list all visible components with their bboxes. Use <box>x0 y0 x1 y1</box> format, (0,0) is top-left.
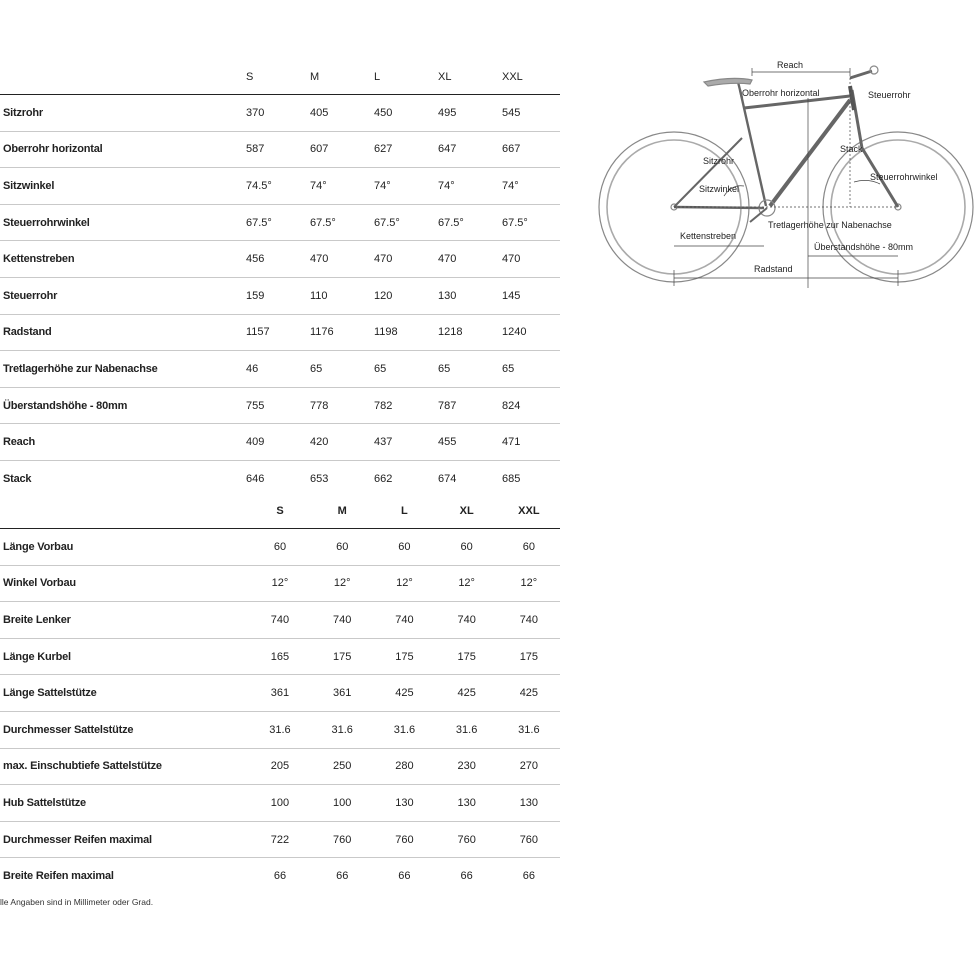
cell-value: 31.6 <box>373 711 435 748</box>
cell-value: 587 <box>240 131 304 168</box>
footnote: lle Angaben sind in Millimeter oder Grad. <box>0 897 154 907</box>
cell-value: 145 <box>496 277 560 314</box>
components-size-header: L <box>373 494 435 529</box>
cell-value: 74° <box>496 168 560 205</box>
cell-value: 60 <box>249 529 311 566</box>
row-label: Länge Vorbau <box>0 529 249 566</box>
cell-value: 67.5° <box>496 204 560 241</box>
row-label: Radstand <box>0 314 240 351</box>
row-label: Breite Lenker <box>0 602 249 639</box>
components-size-header: M <box>311 494 373 529</box>
saddle <box>704 78 752 86</box>
cell-value: 778 <box>304 387 368 424</box>
cell-value: 627 <box>368 131 432 168</box>
geometry-row <box>0 314 560 351</box>
cell-value: 450 <box>368 95 432 132</box>
cell-value: 110 <box>304 277 368 314</box>
cell-value: 66 <box>522 870 535 883</box>
components-row <box>0 858 560 894</box>
cell-value: 74° <box>432 168 496 205</box>
row-label: Oberrohr horizontal <box>0 131 240 168</box>
cell-value: 65 <box>496 351 560 388</box>
cell-value: 130 <box>373 785 435 822</box>
cell-value: 760 <box>436 821 498 858</box>
cell-value: 74° <box>304 168 368 205</box>
row-label: Länge Sattelstütze <box>0 675 249 712</box>
cell-value: 130 <box>436 785 498 822</box>
geometry-row <box>0 387 560 424</box>
geometry-size-header: S <box>240 60 304 95</box>
components-row <box>0 711 560 748</box>
cell-value: 60 <box>373 529 435 566</box>
label-tretlager: Tretlagerhöhe zur Nabenachse <box>768 220 892 230</box>
cell-value: 12° <box>311 565 373 602</box>
row-label: Durchmesser Sattelstütze <box>0 711 249 748</box>
cell-value: 74° <box>368 168 432 205</box>
cell-value: 722 <box>249 821 311 858</box>
geometry-row <box>0 95 560 132</box>
cell-value: 60 <box>498 529 560 566</box>
cell-value: 130 <box>498 785 560 822</box>
frame-down-tube <box>770 100 850 206</box>
geometry-size-header: M <box>304 60 368 95</box>
cell-value: 31.6 <box>249 711 311 748</box>
cell-value: 471 <box>496 424 560 461</box>
label-sitzrohr: Sitzrohr <box>703 156 735 166</box>
row-label: Winkel Vorbau <box>0 565 249 602</box>
cell-value: 1198 <box>368 314 432 351</box>
cell-value: 740 <box>498 602 560 639</box>
label-oberrohr: Oberrohr horizontal <box>742 88 820 98</box>
cell-value: 74.5° <box>240 168 304 205</box>
cell-value: 545 <box>496 95 560 132</box>
cell-value: 65 <box>368 351 432 388</box>
row-label: Durchmesser Reifen maximal <box>0 821 249 858</box>
cell-value: 455 <box>432 424 496 461</box>
row-label: Steuerrohr <box>0 277 240 314</box>
cell-value: 495 <box>432 95 496 132</box>
cell-value: 175 <box>436 638 498 675</box>
cell-value: 361 <box>249 675 311 712</box>
cell-value: 67.5° <box>432 204 496 241</box>
cell-value: 1157 <box>240 314 304 351</box>
components-header-label <box>0 494 249 529</box>
cell-value: 361 <box>311 675 373 712</box>
label-ueberstand: Überstandshöhe - 80mm <box>814 242 914 252</box>
label-reach: Reach <box>777 60 804 70</box>
row-label: Steuerrohrwinkel <box>0 204 240 241</box>
cell-value: 12° <box>249 565 311 602</box>
cell-value: 67.5° <box>368 204 432 241</box>
geometry-row <box>0 204 560 241</box>
row-label: max. Einschubtiefe Sattelstütze <box>0 748 249 785</box>
geometry-row <box>0 460 560 496</box>
cell-value: 60 <box>436 529 498 566</box>
cell-value: 782 <box>368 387 432 424</box>
cell-value: 685 <box>502 472 521 485</box>
components-row <box>0 602 560 639</box>
cell-value: 280 <box>373 748 435 785</box>
cell-value: 120 <box>368 277 432 314</box>
cell-value: 646 <box>246 472 265 485</box>
geometry-row <box>0 424 560 461</box>
cell-value: 31.6 <box>436 711 498 748</box>
row-label: Kettenstreben <box>0 241 240 278</box>
label-sitzwinkel: Sitzwinkel <box>699 184 740 194</box>
cell-value: 165 <box>249 638 311 675</box>
cell-value: 31.6 <box>498 711 560 748</box>
cell-value: 250 <box>311 748 373 785</box>
cell-value: 760 <box>373 821 435 858</box>
cell-value: 12° <box>498 565 560 602</box>
cell-value: 1240 <box>496 314 560 351</box>
row-label: Länge Kurbel <box>0 638 249 675</box>
cell-value: 175 <box>311 638 373 675</box>
row-label: Reach <box>0 424 240 461</box>
geometry-size-header: XL <box>432 60 496 95</box>
cell-value: 65 <box>432 351 496 388</box>
label-steuerrohrwinkel: Steuerrohrwinkel <box>870 172 938 182</box>
cell-value: 740 <box>249 602 311 639</box>
cell-value: 674 <box>438 472 457 485</box>
cell-value: 470 <box>432 241 496 278</box>
cell-value: 270 <box>498 748 560 785</box>
cell-value: 740 <box>436 602 498 639</box>
components-table <box>0 494 560 894</box>
label-radstand: Radstand <box>754 264 793 274</box>
cell-value: 409 <box>240 424 304 461</box>
cell-value: 755 <box>240 387 304 424</box>
cell-value: 667 <box>496 131 560 168</box>
cell-value: 159 <box>240 277 304 314</box>
cell-value: 405 <box>304 95 368 132</box>
cell-value: 66 <box>398 870 411 883</box>
row-label: Sitzwinkel <box>0 168 240 205</box>
headset <box>850 86 854 110</box>
cell-value: 67.5° <box>304 204 368 241</box>
components-size-header: XXL <box>498 494 560 529</box>
cell-value: 66 <box>460 870 473 883</box>
cell-value: 65 <box>304 351 368 388</box>
components-row <box>0 785 560 822</box>
cell-value: 760 <box>498 821 560 858</box>
cell-value: 175 <box>373 638 435 675</box>
cell-value: 100 <box>311 785 373 822</box>
components-row <box>0 638 560 675</box>
components-row <box>0 565 560 602</box>
cell-value: 205 <box>249 748 311 785</box>
cell-value: 425 <box>498 675 560 712</box>
row-label: Breite Reifen maximal <box>3 870 114 883</box>
components-header-row <box>0 494 560 529</box>
geometry-row <box>0 351 560 388</box>
geometry-size-header: XXL <box>496 60 560 95</box>
cell-value: 470 <box>368 241 432 278</box>
cell-value: 470 <box>496 241 560 278</box>
row-label: Tretlagerhöhe zur Nabenachse <box>0 351 240 388</box>
components-size-header: XL <box>436 494 498 529</box>
cell-value: 66 <box>273 870 287 883</box>
cell-value: 31.6 <box>311 711 373 748</box>
cell-value: 824 <box>496 387 560 424</box>
cell-value: 12° <box>373 565 435 602</box>
row-label: Hub Sattelstütze <box>0 785 249 822</box>
cell-value: 60 <box>311 529 373 566</box>
components-size-header: S <box>249 494 311 529</box>
components-row <box>0 821 560 858</box>
geometry-row <box>0 277 560 314</box>
geometry-header-row <box>0 60 560 95</box>
geometry-row <box>0 131 560 168</box>
cell-value: 740 <box>311 602 373 639</box>
stem <box>850 71 872 78</box>
cell-value: 470 <box>304 241 368 278</box>
cell-value: 787 <box>432 387 496 424</box>
geometry-row <box>0 241 560 278</box>
cell-value: 67.5° <box>240 204 304 241</box>
geometry-size-header: L <box>368 60 432 95</box>
cell-value: 12° <box>436 565 498 602</box>
cell-value: 1176 <box>304 314 368 351</box>
cell-value: 647 <box>432 131 496 168</box>
cell-value: 653 <box>310 472 329 485</box>
row-label: Sitzrohr <box>0 95 240 132</box>
cell-value: 456 <box>240 241 304 278</box>
row-label: Stack <box>3 472 32 485</box>
geometry-row <box>0 168 560 205</box>
components-row <box>0 529 560 566</box>
cell-value: 425 <box>436 675 498 712</box>
cell-value: 760 <box>311 821 373 858</box>
label-kettenstreben: Kettenstreben <box>680 231 737 241</box>
cell-value: 607 <box>304 131 368 168</box>
cell-value: 100 <box>249 785 311 822</box>
cell-value: 230 <box>436 748 498 785</box>
cell-value: 437 <box>368 424 432 461</box>
cell-value: 46 <box>240 351 304 388</box>
cell-value: 420 <box>304 424 368 461</box>
cell-value: 662 <box>374 472 393 485</box>
cell-value: 370 <box>240 95 304 132</box>
components-row <box>0 675 560 712</box>
cell-value: 425 <box>373 675 435 712</box>
cell-value: 1218 <box>432 314 496 351</box>
cell-value: 66 <box>336 870 349 883</box>
cell-value: 175 <box>498 638 560 675</box>
bike-geometry-diagram <box>592 56 978 288</box>
geometry-header-label <box>0 60 240 95</box>
label-stack: Stack <box>840 144 863 154</box>
cell-value: 130 <box>432 277 496 314</box>
label-steuerrohr: Steuerrohr <box>868 90 911 100</box>
components-row <box>0 748 560 785</box>
geometry-table <box>0 60 560 497</box>
cell-value: 740 <box>373 602 435 639</box>
row-label: Überstandshöhe - 80mm <box>0 387 240 424</box>
